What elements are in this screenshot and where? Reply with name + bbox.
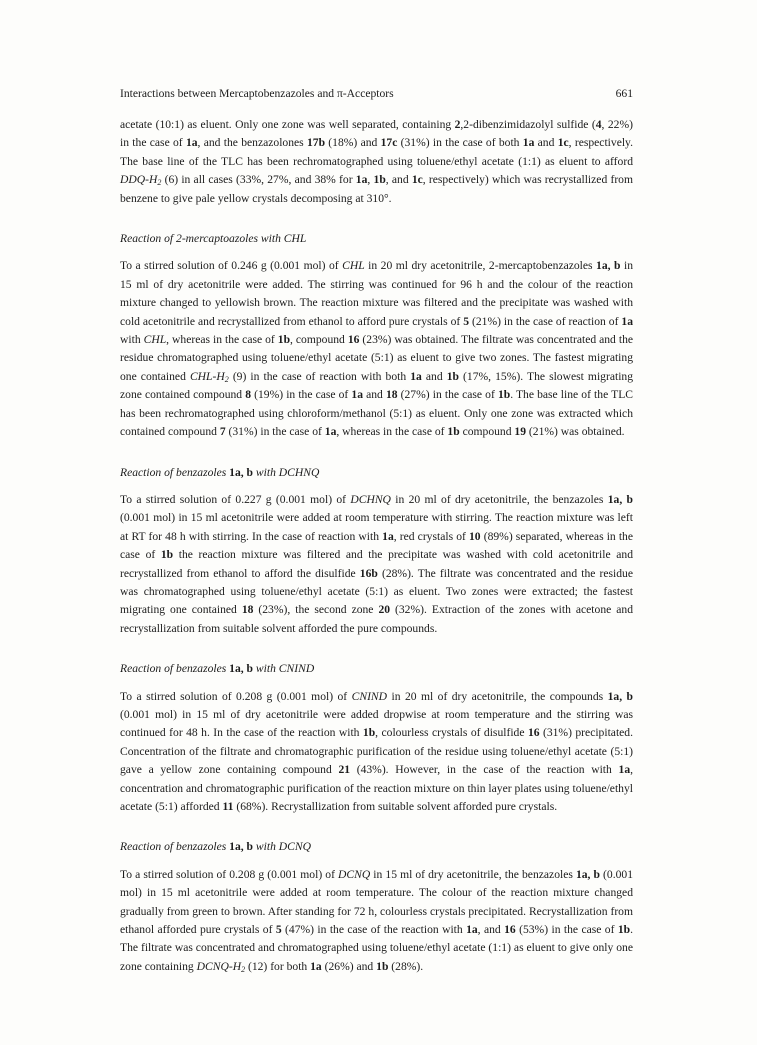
running-title: Interactions between Mercaptobenzazoles and π-Acceptors [120, 87, 394, 100]
section-heading-chl: Reaction of 2-mercaptoazoles with CHL [120, 232, 307, 246]
section-body-cnind: To a stirred solution of 0.208 g (0.001 mol) of CNIND in 20 ml of dry acetonitrile, the compounds 1a, b (0.001 mol) in 15 ml of dry acetonitrile were added dropwise at room temperature and the stirring was continued for 48 h. In the case of the reaction with 1b, colourless crystals of disulfide 16 (31%) precipitated. Concentration of the filtrate and chromatographic purification of the residue using toluene/ethyl acetate (5:1) gave a yellow zone containing compound 21 (43%). However, in the case of the reaction with 1a, concentration and chromatographic purification of the reaction mixture on thin layer plates using toluene/ethyl acetate (5:1) afforded 11 (68%). Recrystallization from suitable solvent afforded pure crystals. [120, 689, 634, 813]
section-heading-dcnq: Reaction of benzazoles 1a, b with DCNQ [120, 840, 311, 854]
section-heading-cnind: Reaction of benzazoles 1a, b with CNIND [120, 662, 315, 676]
section-body-dcnq: To a stirred solution of 0.208 g (0.001 mol) of DCNQ in 15 ml of dry acetonitrile, the benzazoles 1a, b (0.001 mol) in 15 ml acetonitrile were added at room temperature. The colour of the reaction mixture changed gradually from green to brown. After standing for 72 h, colourless crystals precipitated. Recrystallization from ethanol afforded pure crystals of 5 (47%) in the case of the reaction with 1a, and 16 (53%) in the case of 1b. The filtrate was concentrated and chromatographed using toluene/ethyl acetate (1:1) as eluent to give only one zone containing DCNQ-$H_2$ (12) for both 1a (26%) and 1b (28%). [120, 867, 634, 974]
section-heading-dchnq: Reaction of benzazoles 1a, b with DCHNQ [120, 465, 320, 479]
section-body-chl: To a stirred solution of 0.246 g (0.001 mol) of CHL in 20 ml dry acetonitrile, 2-mercaptobenzazoles 1a, b in 15 ml of dry acetonitrile were added. The stirring was continued for 96 h and the colour of the reaction mixture changed to yellowish brown. The reaction mixture was filtered and the precipitate was washed with cold acetonitrile and recrystallized from ethanol to afford pure crystals of 5 (21%) in the case of reaction of 1a with CHL, whereas in the case of 1b, compound 16 (23%) was obtained. The filtrate was concentrated and the residue chromatographed using toluene/ethyl acetate (5:1) as eluent to give two zones. The fastest migrating one contained CHL-$H_2$ (9) in the case of reaction with both 1a and 1b (17%, 15%). The slowest migrating zone contained compound 8 (19%) in the case of 1a and 18 (27%) in the case of 1b. The base line of the TLC has been rechromatographed using chloroform/methanol (5:1) as eluent. Only one zone was extracted which contained compound 7 (31%) in the case of 1a, whereas in the case of 1b compound 19 (21%) was obtained. [120, 259, 634, 439]
section-body-dchnq: To a stirred solution of 0.227 g (0.001 mol) of DCHNQ in 20 ml of dry acetonitrile, the benzazoles 1a, b (0.001 mol) in 15 ml acetonitrile were added at room temperature with stirring. The reaction mixture was left at RT for 48 h with stirring. In the case of reaction with 1a, red crystals of 10 (89%) separated, whereas in the case of 1b the reaction mixture was filtered and the precipitate was washed with cold acetonitrile and recrystallized from ethanol to afford the disulfide 16b (28%). The filtrate was concentrated and the residue was chromatographed using toluene/ethyl acetate (5:1) as eluent. Two zones were extracted; the fastest migrating one contained 18 (23%), the second zone 20 (32%). Extraction of the zones with acetone and recrystallization from suitable solvent afforded the pure compounds. [120, 492, 634, 635]
intro-paragraph: acetate (10:1) as eluent. Only one zone was well separated, containing 2,2-dibenzimidazolyl sulfide (4, 22%) in the case of 1a, and the benzazolones 17b (18%) and 17c (31%) in the case of both 1a and 1c, respectively. The base line of the TLC has been rechromatographed using toluene/ethyl acetate (1:1) as eluent to afford DDQ-$H_2$ (6) in all cases (33%, 27%, and 38% for 1a, 1b, and 1c, respectively) which was recrystallized from benzene to give pale yellow crystals decomposing at 310°. [120, 118, 634, 205]
article-body [120, 116, 633, 976]
page-number: 661 [615, 87, 633, 100]
running-header [120, 87, 633, 100]
